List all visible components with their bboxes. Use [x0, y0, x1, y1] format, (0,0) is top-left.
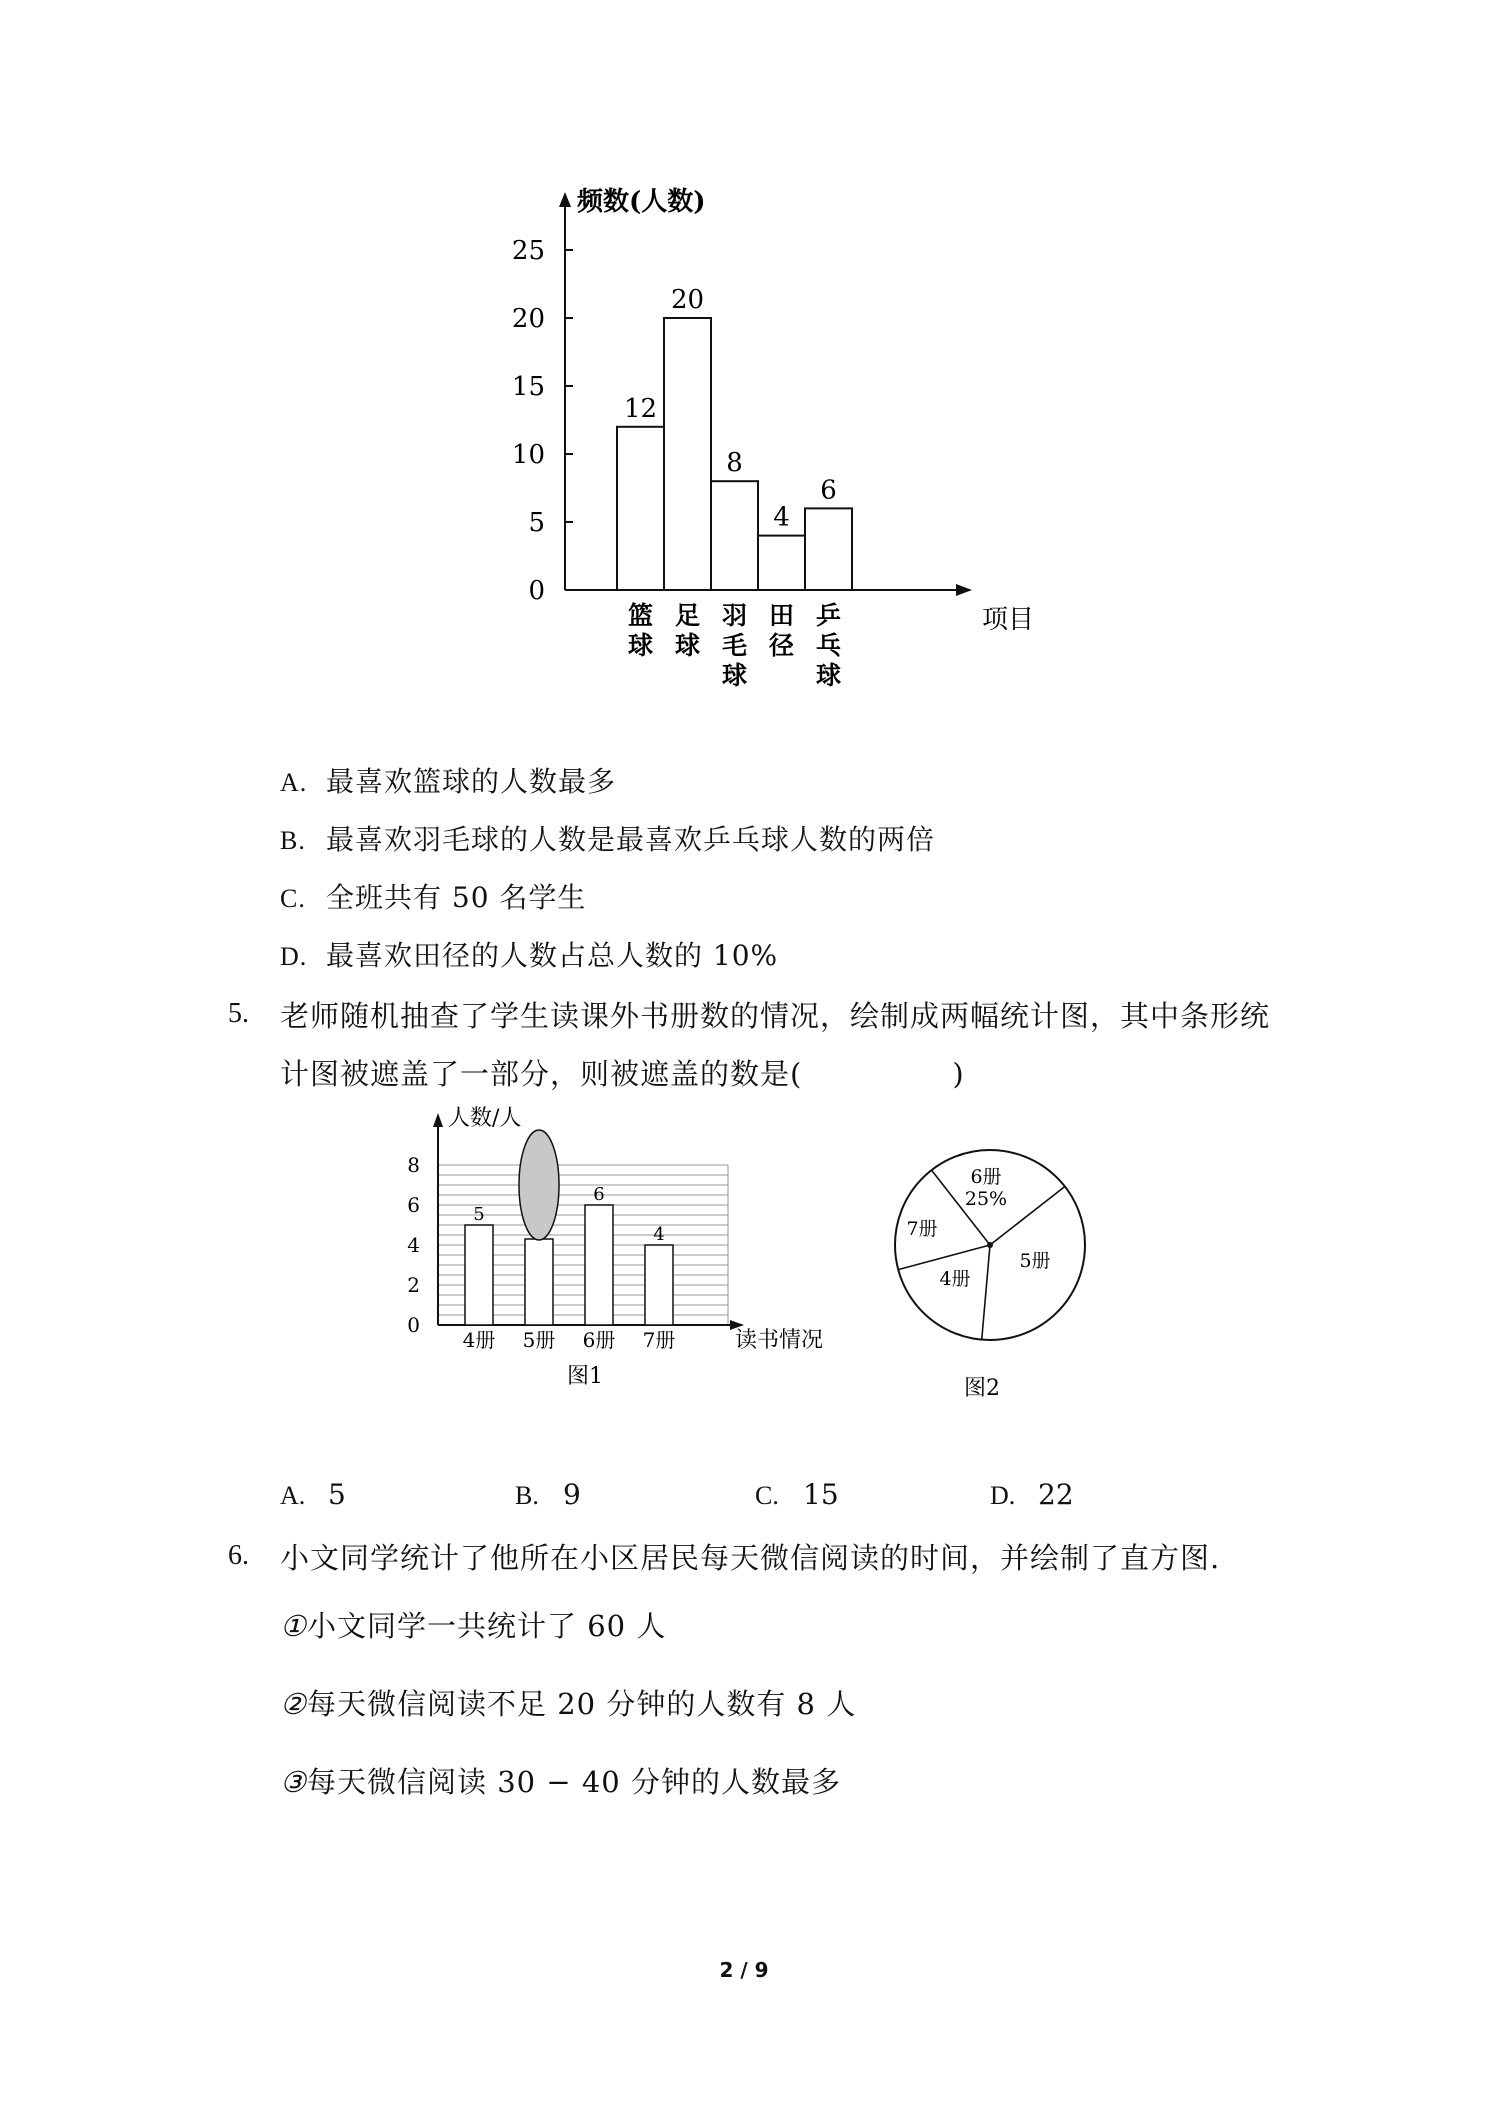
q5-option-b[interactable] [515, 1478, 581, 1511]
option-letter: D. [990, 1481, 1016, 1510]
q6-item-2 [280, 1682, 856, 1723]
pie-label: 5册 [1019, 1250, 1051, 1272]
y-tick-label: 25 [511, 236, 545, 266]
bar [617, 427, 664, 590]
option-letter: A. [280, 768, 308, 797]
circled-number: ① [280, 1609, 307, 1643]
chart-caption: 图1 [567, 1364, 603, 1389]
option-text: 全班共有 50 名学生 [326, 881, 587, 914]
y-tick-label: 0 [528, 576, 545, 606]
q4-option-c[interactable] [280, 876, 586, 916]
category-label-char: 足 [674, 601, 701, 630]
bar [664, 318, 711, 590]
bar-value-label: 12 [623, 393, 658, 424]
bar-value-label: 20 [670, 285, 705, 315]
y-tick-label: 20 [511, 304, 545, 334]
category-label: 5册 [522, 1328, 556, 1352]
question-5-line-2: 计图被遮盖了一部分，则被遮盖的数是( ) [280, 1057, 965, 1091]
q5-option-d[interactable] [990, 1478, 1074, 1511]
page-number: 2 / 9 [719, 1958, 769, 1982]
y-axis-arrow [559, 192, 571, 207]
x-axis-arrow [956, 584, 972, 596]
y-axis-label: 频数(人数) [577, 187, 706, 217]
y-tick-label: 4 [407, 1233, 420, 1257]
option-letter: B. [280, 826, 306, 855]
bar [758, 536, 805, 590]
bar-value-label: 5 [473, 1204, 485, 1225]
y-axis-label: 人数/人 [448, 1106, 522, 1131]
category-label-char: 球 [627, 631, 654, 660]
y-tick-label: 6 [407, 1193, 420, 1217]
bar-value-label: 8 [726, 448, 743, 479]
category-label-char: 羽 [721, 601, 748, 630]
category-label: 7册 [642, 1328, 676, 1352]
y-axis-arrow [433, 1113, 443, 1127]
option-letter: A. [280, 1481, 306, 1510]
circled-number: ③ [280, 1765, 307, 1799]
question-6-line-1: 小文同学统计了他所在小区居民每天微信阅读的时间，并绘制了直方图. [280, 1541, 1221, 1575]
bar [645, 1245, 673, 1325]
bar [465, 1225, 493, 1325]
category-label-char: 乒 [815, 601, 842, 630]
pie-chart-reading [870, 1130, 1090, 1410]
q4-option-d[interactable] [280, 934, 778, 974]
option-text: 9 [563, 1478, 581, 1511]
y-tick-label: 10 [511, 440, 545, 470]
q5-option-c[interactable] [755, 1478, 839, 1511]
option-letter: B. [515, 1481, 539, 1510]
option-letter: C. [280, 884, 306, 913]
bar-value-label: 4 [653, 1224, 665, 1245]
option-text: 5 [328, 1478, 346, 1511]
bar-value-label: 4 [773, 502, 790, 533]
question-5-line-1: 老师随机抽查了学生读课外书册数的情况，绘制成两幅统计图，其中条形统 [280, 999, 1271, 1033]
bar-chart-reading-content [407, 1106, 823, 1389]
y-tick-label: 5 [528, 508, 545, 538]
y-tick-label: 0 [407, 1313, 420, 1337]
y-tick-label: 8 [407, 1153, 420, 1177]
chart-caption: 图2 [964, 1376, 1000, 1401]
category-label-char: 球 [815, 661, 842, 690]
pie-percent-label: 25% [964, 1188, 1008, 1210]
category-label-char: 球 [721, 661, 748, 690]
bar-value-label: 6 [820, 475, 837, 506]
option-text: 最喜欢篮球的人数最多 [326, 765, 617, 798]
bar [585, 1205, 613, 1325]
category-label-char: 毛 [721, 631, 748, 660]
bar-value-label: 6 [593, 1184, 605, 1205]
circled-number: ② [280, 1687, 307, 1721]
option-letter: D. [280, 942, 308, 971]
pie-center [987, 1242, 993, 1248]
item-text: 小文同学一共统计了 60 人 [307, 1609, 667, 1643]
category-label-char: 径 [768, 631, 795, 660]
category-label: 6册 [582, 1328, 616, 1352]
category-label-char: 乓 [815, 631, 842, 660]
y-tick-label: 15 [511, 372, 545, 402]
q5-option-a[interactable] [280, 1478, 346, 1511]
pie-chart-reading-content [895, 1150, 1085, 1401]
pie-label: 6册 [970, 1166, 1002, 1188]
option-letter: C. [755, 1481, 779, 1510]
option-text: 最喜欢羽毛球的人数是最喜欢乒乓球人数的两倍 [326, 823, 936, 856]
category-label-char: 田 [768, 601, 795, 630]
bar [805, 508, 852, 590]
y-tick-label: 2 [407, 1273, 420, 1297]
q4-option-b[interactable] [280, 818, 935, 858]
q6-item-3 [280, 1760, 841, 1801]
option-text: 15 [803, 1478, 839, 1511]
q4-option-a[interactable] [280, 760, 616, 800]
option-text: 最喜欢田径的人数占总人数的 10% [326, 939, 779, 972]
bar-chart-sports [490, 180, 1035, 700]
question-6-number: 6. [228, 1540, 249, 1571]
category-label-char: 篮 [627, 601, 654, 630]
bar [711, 481, 758, 590]
option-text: 22 [1038, 1478, 1074, 1511]
pie-label: 7册 [906, 1218, 938, 1240]
pie-label: 4册 [939, 1268, 971, 1290]
hidden-bar-stub [525, 1239, 553, 1325]
cover-ellipse [519, 1130, 559, 1240]
item-text: 每天微信阅读不足 20 分钟的人数有 8 人 [307, 1687, 857, 1721]
category-label: 4册 [462, 1328, 496, 1352]
bar-chart-reading [407, 1095, 830, 1415]
question-5-number: 5. [228, 998, 249, 1029]
x-axis-label: 读书情况 [735, 1328, 824, 1353]
x-axis-label: 项目 [982, 605, 1035, 635]
bar-chart-sports-content [512, 187, 1034, 690]
item-text: 每天微信阅读 30 − 40 分钟的人数最多 [307, 1765, 841, 1799]
q6-item-1 [280, 1604, 666, 1645]
category-label-char: 球 [674, 631, 701, 660]
